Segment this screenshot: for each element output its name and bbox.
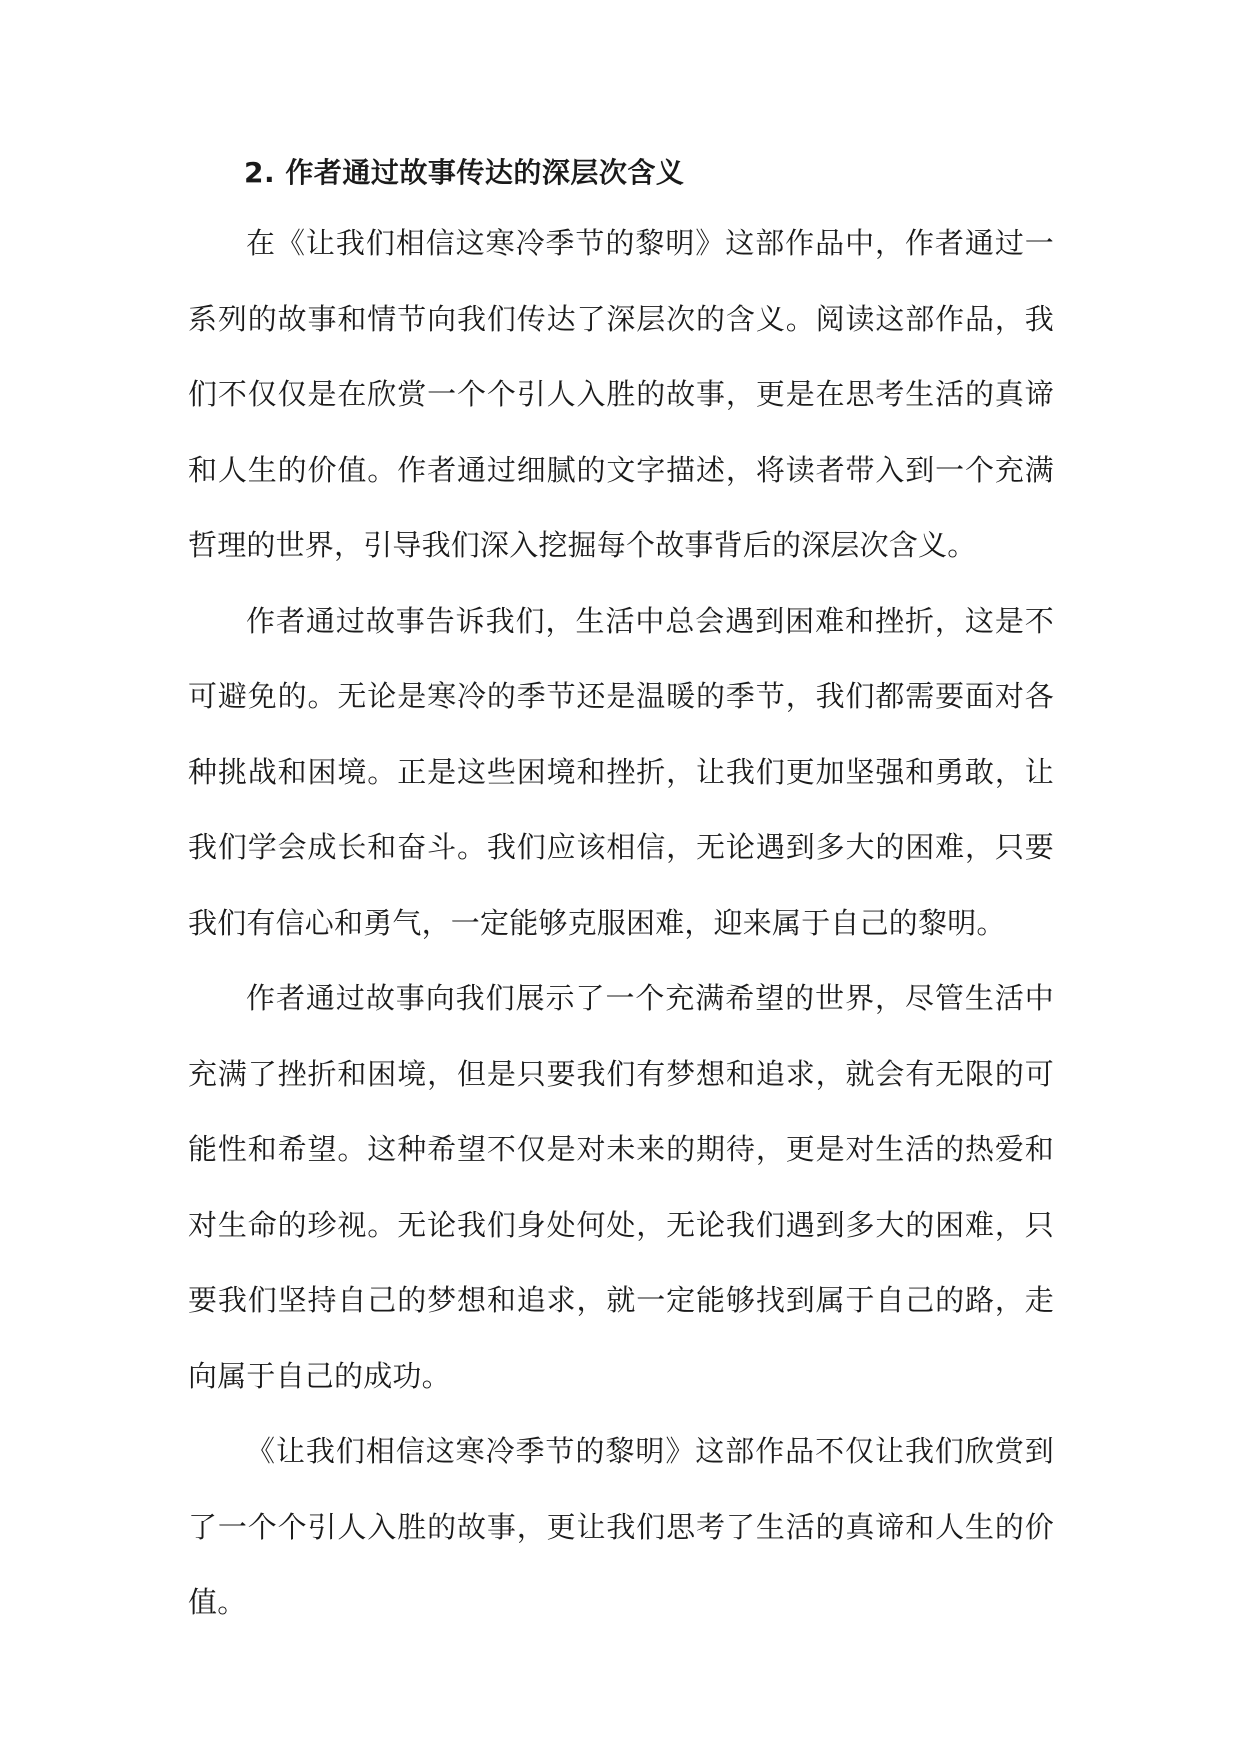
paragraph-3: 作者通过故事向我们展示了一个充满希望的世界，尽管生活中充满了挫折和困境，但是只要我们有梦想和追求，就会有无限的可能性和希望。这种希望不仅是对未来的期待，更是对生活的热爱和对生命的珍视。无论我们身处何处，无论我们遇到多大的困难，只要我们坚持自己的梦想和追求，就一定能够找到属于自己的路，走向属于自己的成功。 xyxy=(188,981,1054,1393)
section-heading: 2. 作者通过故事传达的深层次含义 xyxy=(244,156,685,189)
paragraph-2: 作者通过故事告诉我们，生活中总会遇到困难和挫折，这是不可避免的。无论是寒冷的季节还是温暖的季节，我们都需要面对各种挑战和困境。正是这些困境和挫折，让我们更加坚强和勇敢，让我们学会成长和奋斗。我们应该相信，无论遇到多大的困难，只要我们有信心和勇气，一定能够克服困难，迎来属于自己的黎明。 xyxy=(188,603,1054,940)
paragraph-4: 《让我们相信这寒冷季节的黎明》这部作品不仅让我们欣赏到了一个个引人入胜的故事，更让我们思考了生活的真谛和人生的价值。 xyxy=(188,1434,1054,1619)
paragraph-1: 在《让我们相信这寒冷季节的黎明》这部作品中，作者通过一系列的故事和情节向我们传达了深层次的含义。阅读这部作品，我们不仅仅是在欣赏一个个引人入胜的故事，更是在思考生活的真谛和人生的价值。作者通过细腻的文字描述，将读者带入到一个充满哲理的世界，引导我们深入挖掘每个故事背后的深层次含义。 xyxy=(188,226,1054,562)
document-body xyxy=(188,140,1054,1641)
